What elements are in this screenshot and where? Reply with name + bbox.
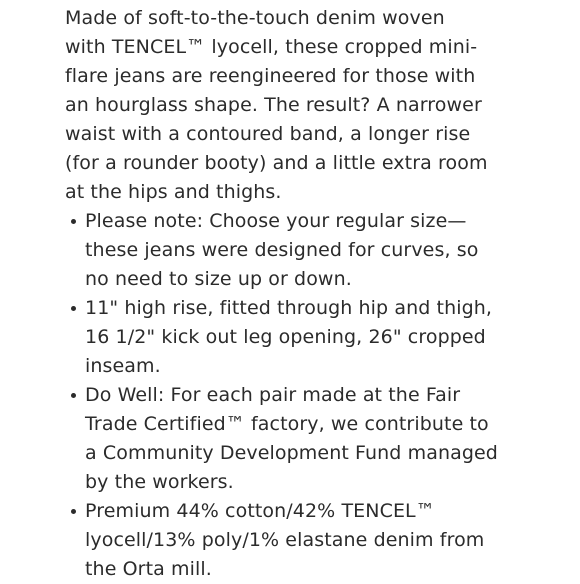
intro-line: an hourglass shape. The result? A narrower [65,94,482,116]
bullet-line: inseam. [85,355,161,377]
feature-bullet-do-well [65,381,535,497]
bullet-line: 11" high rise, fitted through hip and thigh, [85,297,493,319]
bullet-line: lyocell/13% poly/1% elastane denim from [85,529,485,551]
intro-line: at the hips and thighs. [65,181,282,203]
intro-line: Made of soft-to-the-touch denim woven [65,7,445,29]
bullet-line: by the workers. [85,471,234,493]
bullet-line: Please note: Choose your regular size— [85,210,467,232]
description-intro [65,4,535,207]
bullet-line: Do Well: For each pair made at the Fair [85,384,461,406]
product-description [65,4,535,584]
bullet-line: the Orta mill. [85,558,212,580]
bullet-line: Trade Certified™ factory, we contribute to [85,413,489,435]
bullet-line: these jeans were designed for curves, so [85,239,479,261]
bullet-line: Premium 44% cotton/42% TENCEL™ [85,500,435,522]
feature-list [65,207,535,584]
intro-line: with TENCEL™ lyocell, these cropped mini- [65,36,478,58]
intro-line: waist with a contoured band, a longer rise [65,123,471,145]
feature-bullet-sizing [65,207,535,294]
bullet-line: no need to size up or down. [85,268,352,290]
bullet-line: a Community Development Fund managed [85,442,498,464]
feature-bullet-materials [65,497,535,584]
intro-line: (for a rounder booty) and a little extra room [65,152,488,174]
bullet-line: 16 1/2" kick out leg opening, 26" cropped [85,326,486,348]
intro-line: flare jeans are reengineered for those with [65,65,476,87]
feature-bullet-fit [65,294,535,381]
